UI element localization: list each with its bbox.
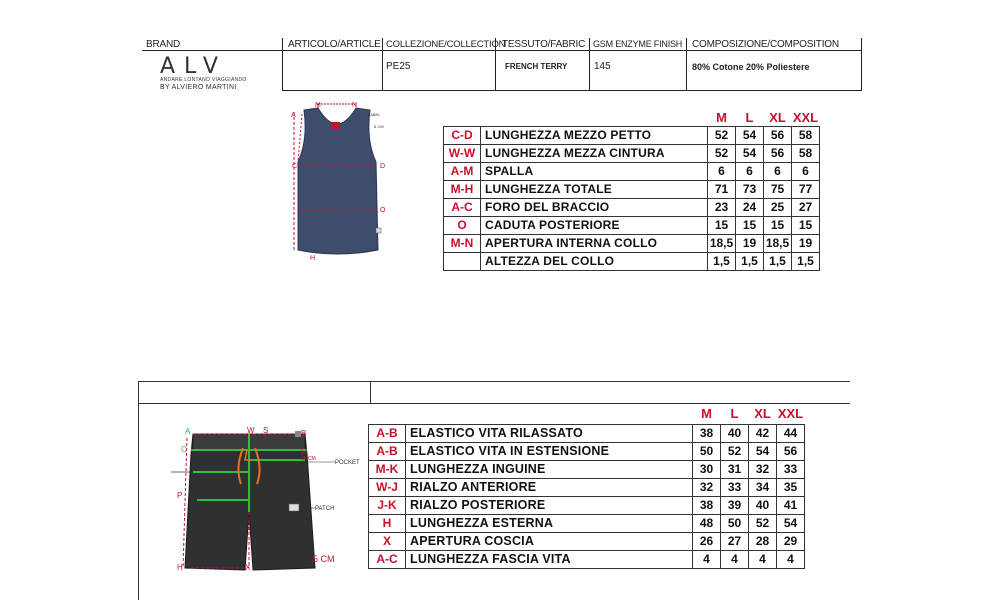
letter-c: C [292,163,298,170]
header-col-divider [686,38,687,90]
measure-value: 32 [693,478,721,496]
measure-name: LUNGHEZZA INGUINE [406,460,693,478]
letter-d: D [301,447,307,456]
measure-value: 58 [792,126,820,144]
measure-code [444,252,481,270]
collection-value: PE25 [386,61,411,72]
table-row [369,550,805,568]
cm5-note: 5 CM [313,554,335,564]
measure-code: A-B [369,442,406,460]
measure-value: 4 [721,550,749,568]
tank-size-table [443,110,820,271]
letter-d: D [380,163,386,170]
measure-value: 48 [693,514,721,532]
measure-value: 50 [693,442,721,460]
shorts-size-table [368,404,805,569]
measure-value: 54 [736,144,764,162]
fabric-value: FRENCH TERRY [505,62,568,71]
measure-value: 50 [721,514,749,532]
measure-value: 73 [736,180,764,198]
measure-value: 15 [736,216,764,234]
blank-cell [481,110,708,126]
size-header-row [444,110,820,126]
measure-name: ELASTICO VITA RILASSATO [406,424,693,442]
measure-code: O [444,216,481,234]
measure-value: 52 [721,442,749,460]
composition-value: 80% Cotone 20% Poliestere [692,62,810,72]
letter-a: A [291,112,296,119]
table-row [369,514,805,532]
shorts-diagram [165,420,370,580]
size-header: L [730,406,739,422]
logo-mark: ALV [160,54,227,79]
measure-value: 42 [749,424,777,442]
letter-s: S [263,426,269,435]
table-row [444,126,820,144]
measure-value: 15 [708,216,736,234]
measure-name: LUNGHEZZA TOTALE [481,180,708,198]
letter-x: X [245,563,251,572]
table-row [444,216,820,234]
measure-code: M-K [369,460,406,478]
measure-code: X [369,532,406,550]
table-row [369,460,805,478]
measure-code: A-C [444,198,481,216]
measure-value: 58 [792,144,820,162]
table-row [369,496,805,514]
measure-value: 40 [749,496,777,514]
brand-logo [160,54,265,91]
table-row [444,252,820,270]
tank-care-label [376,228,381,233]
measure-value: 54 [777,514,805,532]
measure-name: FORO DEL BRACCIO [481,198,708,216]
table-row [369,424,805,442]
pocket-note: POCKET [335,460,360,466]
table-row [369,478,805,496]
letter-a: A [185,427,191,436]
patch-note: PATCH [315,506,335,512]
measure-value: 1,5 [736,252,764,270]
fabric-label: TESSUTO/FABRIC [502,39,586,50]
measure-code: M-H [444,180,481,198]
measure-value: 75 [764,180,792,198]
measure-code: C-D [444,126,481,144]
measure-value: 33 [721,478,749,496]
measure-value: 15 [792,216,820,234]
table-row [369,442,805,460]
tank-label-tag [332,122,340,129]
measure-name: RIALZO POSTERIORE [406,496,693,514]
measure-value: 39 [721,496,749,514]
size-header: M [716,110,727,126]
measure-name: LUNGHEZZA FASCIA VITA [406,550,693,568]
measure-value: 4 [749,550,777,568]
header-divider [142,50,862,51]
tank-body [298,108,378,254]
measure-name: APERTURA COSCIA [406,532,693,550]
letter-o: O [380,207,386,214]
shorts-patch-label [289,504,299,511]
measure-value: 38 [693,424,721,442]
article-label: ARTICOLO/ARTICLE [288,39,381,50]
letter-h: H [310,255,316,262]
letter-c: C [181,445,187,454]
measure-name: LUNGHEZZA ESTERNA [406,514,693,532]
measure-value: 25 [764,198,792,216]
measure-value: 41 [777,496,805,514]
cm-note: 8 CM [374,124,384,129]
section-border [370,381,371,404]
table-row [444,162,820,180]
measure-value: 77 [792,180,820,198]
letter-m: M [315,102,321,109]
measure-value: 32 [749,460,777,478]
measure-value: 31 [721,460,749,478]
measure-value: 24 [736,198,764,216]
header-col-divider [282,38,283,90]
measure-value: 1,5 [792,252,820,270]
table-row [369,532,805,550]
header-col-divider [382,38,383,90]
measure-value: 40 [721,424,749,442]
measure-value: 23 [708,198,736,216]
brand-label: BRAND [146,39,181,50]
measure-code: A-C [369,550,406,568]
size-header: XL [754,406,771,422]
letter-w: W [247,426,255,435]
measure-value: 6 [736,162,764,180]
measure-name: ALTEZZA DEL COLLO [481,252,708,270]
measure-value: 54 [749,442,777,460]
blank-cell [444,110,481,126]
letter-h: H [177,563,183,572]
measure-value: 34 [749,478,777,496]
measure-name: RIALZO ANTERIORE [406,478,693,496]
table-row [444,234,820,252]
measure-value: 1,5 [764,252,792,270]
measure-value: 56 [764,144,792,162]
measure-value: 52 [708,126,736,144]
measure-code: W-J [369,478,406,496]
size-header: M [701,406,712,422]
measure-code: M-N [444,234,481,252]
size-header: XXL [792,110,819,126]
measure-value: 6 [792,162,820,180]
measure-name: ELASTICO VITA IN ESTENSIONE [406,442,693,460]
header-col-divider [589,38,590,90]
measure-value: 30 [693,460,721,478]
measure-value: 71 [708,180,736,198]
measure-value: 6 [708,162,736,180]
spec-header [142,38,862,90]
measure-value: 6 [764,162,792,180]
header-bottom-line [282,90,862,91]
measure-code: A-B [369,424,406,442]
measure-code: H [369,514,406,532]
tank-top-diagram [282,100,392,270]
measure-value: 35 [777,478,805,496]
measure-value: 26 [693,532,721,550]
measure-value: 18,5 [708,234,736,252]
section-border [138,381,139,600]
measure-value: 27 [792,198,820,216]
size-header: XXL [777,406,804,422]
logo-byline: BY ALVIERO MARTINI [160,84,237,91]
gsm-label: GSM ENZYME FINISH [593,39,683,49]
letter-p: P [177,491,183,500]
measure-value: 54 [736,126,764,144]
measure-value: 38 [693,496,721,514]
measure-code: W-W [444,144,481,162]
blank-cell [406,404,693,424]
size-header: XL [769,110,786,126]
measure-value: 19 [736,234,764,252]
blank-cell [369,404,406,424]
measure-value: 44 [777,424,805,442]
table-row [444,144,820,162]
measure-value: 29 [777,532,805,550]
measure-code: J-K [369,496,406,514]
table-row [444,180,820,198]
measure-name: SPALLA [481,162,708,180]
measure-value: 56 [764,126,792,144]
measure-value: 27 [721,532,749,550]
size-header-row [369,404,805,424]
letter-b: B [301,429,307,438]
letter-n: N [352,102,358,109]
size-header: L [745,110,754,126]
table-row [444,198,820,216]
measure-value: 4 [693,550,721,568]
gsm-value: 145 [594,61,611,72]
composition-label: COMPOSIZIONE/COMPOSITION [692,39,839,50]
measure-name: APERTURA INTERNA COLLO [481,234,708,252]
measure-name: CADUTA POSTERIORE [481,216,708,234]
measure-value: 33 [777,460,805,478]
label-note: LABEL [368,112,381,117]
cm15-note: 15 CM [301,456,316,462]
measure-name: LUNGHEZZA MEZZO PETTO [481,126,708,144]
measure-value: 15 [764,216,792,234]
measure-name: LUNGHEZZA MEZZA CINTURA [481,144,708,162]
logo-tagline: ANDARE LONTANO VIAGGIANDO [160,77,247,83]
measure-value: 4 [777,550,805,568]
section-divider [138,381,850,382]
measure-value: 1,5 [708,252,736,270]
measure-value: 52 [749,514,777,532]
measure-value: 52 [708,144,736,162]
header-col-divider [861,38,862,90]
measure-value: 18,5 [764,234,792,252]
measure-code: A-M [444,162,481,180]
measure-value: 19 [792,234,820,252]
measure-value: 56 [777,442,805,460]
collection-label: COLLEZIONE/COLLECTION [386,39,506,50]
measure-value: 28 [749,532,777,550]
